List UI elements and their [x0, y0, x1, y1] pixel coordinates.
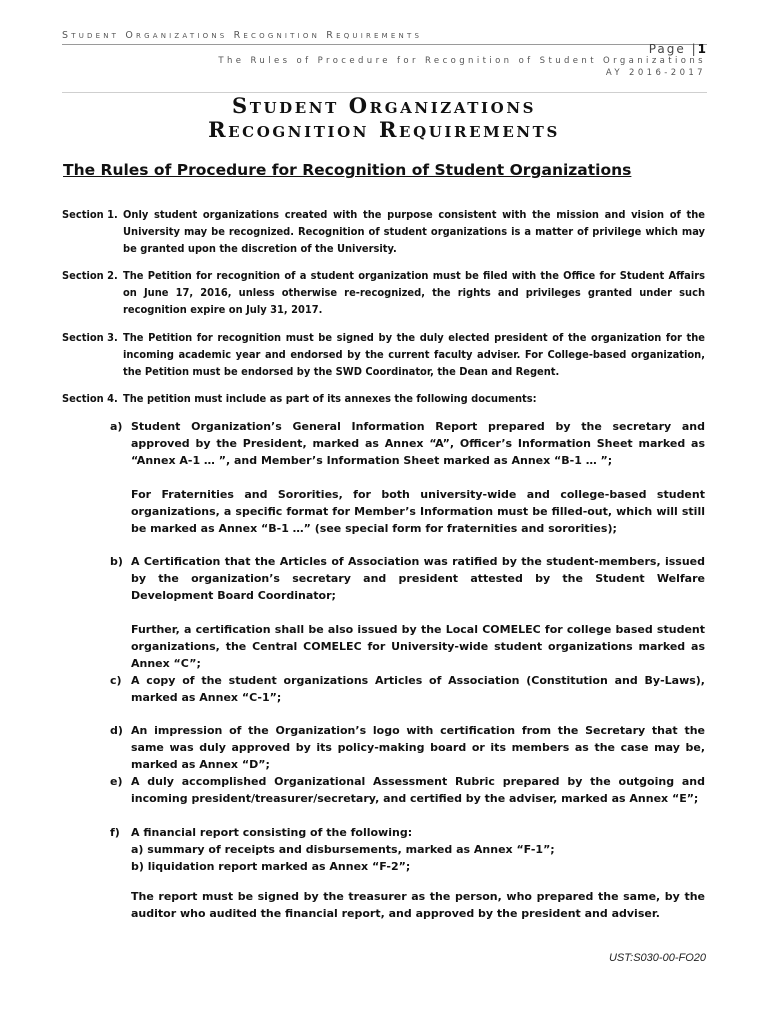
item-marker: d) — [110, 724, 123, 737]
document-title-line1: Student Organizations — [231, 93, 537, 118]
item-marker: f) — [110, 826, 120, 839]
section-1 — [62, 206, 705, 257]
annex-item-e — [110, 773, 705, 807]
annex-item-f — [110, 824, 705, 875]
item-text: A duly accomplished Organizational Assessment Rubric prepared by the outgoing and incoming president/treasurer/secretary, and certified by the adviser, marked as Annex “E”; — [131, 775, 705, 805]
header-academic-year: AY 2016-2017 — [605, 68, 706, 78]
section-2 — [62, 267, 705, 318]
item-subitem-1: a) summary of receipts and disbursements, marked as Annex “F-1”; — [131, 843, 555, 856]
section-label: Section 3. — [62, 331, 118, 344]
item-text: A copy of the student organizations Articles of Association (Constitution and By-Laws), marked as Annex “C-1”; — [131, 674, 705, 704]
section-label: Section 2. — [62, 269, 118, 282]
annex-item-a-note: For Fraternities and Sororities, for both university-wide and college-based student organizations, a specific format for Member’s Information must be filled-out, which will still be marked as Annex “B-1 …” (see special form for fraternities and sororities); — [131, 488, 705, 535]
item-marker: b) — [110, 555, 123, 568]
section-heading: The Rules of Procedure for Recognition of Student Organizations — [63, 161, 632, 179]
item-subitem-2: b) liquidation report marked as Annex “F-2”; — [131, 860, 411, 873]
section-text: Only student organizations created with the purpose consistent with the mission and vision of the University may be recognized. Recognition of student organizations is a matter of privilege which may be granted upon the discretion of the University. — [123, 208, 705, 255]
annex-item-b-note: Further, a certification shall be also issued by the Local COMELEC for college based student organizations, the Central COMELEC for University-wide student organizations marked as Annex “C”; — [131, 623, 705, 670]
item-text: Student Organization’s General Information Report prepared by the secretary and approved by the President, marked as Annex “A”, Officer’s Information Sheet marked as “Annex A-1 … ”, and Member’s Information Sheet marked as Annex “B-1 … ”; — [131, 420, 705, 467]
annex-item-f-note: The report must be signed by the treasurer as the person, who prepared the same, by the auditor who audited the financial report, and approved by the president and adviser. — [131, 890, 705, 920]
section-label: Section 4. — [62, 392, 118, 405]
section-4 — [62, 390, 705, 407]
section-text: The petition must include as part of its annexes the following documents: — [123, 392, 537, 405]
page-number: 1 — [697, 42, 706, 56]
page-label: Page | — [648, 42, 698, 56]
item-text: An impression of the Organization’s logo with certification from the Secretary that the same was duly approved by its policy-making board or its members as the case may be, marked as Annex “D”; — [131, 724, 705, 771]
annex-item-d — [110, 722, 705, 773]
annex-item-b — [110, 553, 705, 604]
item-marker: e) — [110, 775, 123, 788]
section-3 — [62, 329, 705, 380]
document-title-line2: Recognition Requirements — [208, 117, 560, 142]
page-indicator — [649, 42, 706, 56]
item-text: A Certification that the Articles of Association was ratified by the student-members, issued by the organization’s secretary and president attested by the Student Welfare Development Board Coordinator; — [131, 555, 705, 602]
header-rule-top — [62, 44, 707, 45]
item-marker: a) — [110, 420, 123, 433]
form-code: UST:S030-00-FO20 — [608, 952, 706, 964]
item-marker: c) — [110, 674, 122, 687]
running-header-title: Student Organizations Recognition Requirements — [62, 30, 423, 41]
annex-item-a — [110, 418, 705, 469]
section-text: The Petition for recognition must be signed by the duly elected president of the organization for the incoming academic year and endorsed by the current faculty adviser. For College-based organization, the Petition must be endorsed by the SWD Coordinator, the Dean and Regent. — [123, 331, 705, 378]
section-text: The Petition for recognition of a student organization must be filed with the Office for Student Affairs on June 17, 2016, unless otherwise re-recognized, the rights and privileges granted under such recognition expire on July 31, 2017. — [123, 269, 705, 316]
section-label: Section 1. — [62, 208, 118, 221]
item-text: A financial report consisting of the following: — [131, 826, 413, 839]
annex-item-c — [110, 672, 705, 706]
header-doc-subtitle: The Rules of Procedure for Recognition of Student Organizations — [218, 56, 706, 66]
